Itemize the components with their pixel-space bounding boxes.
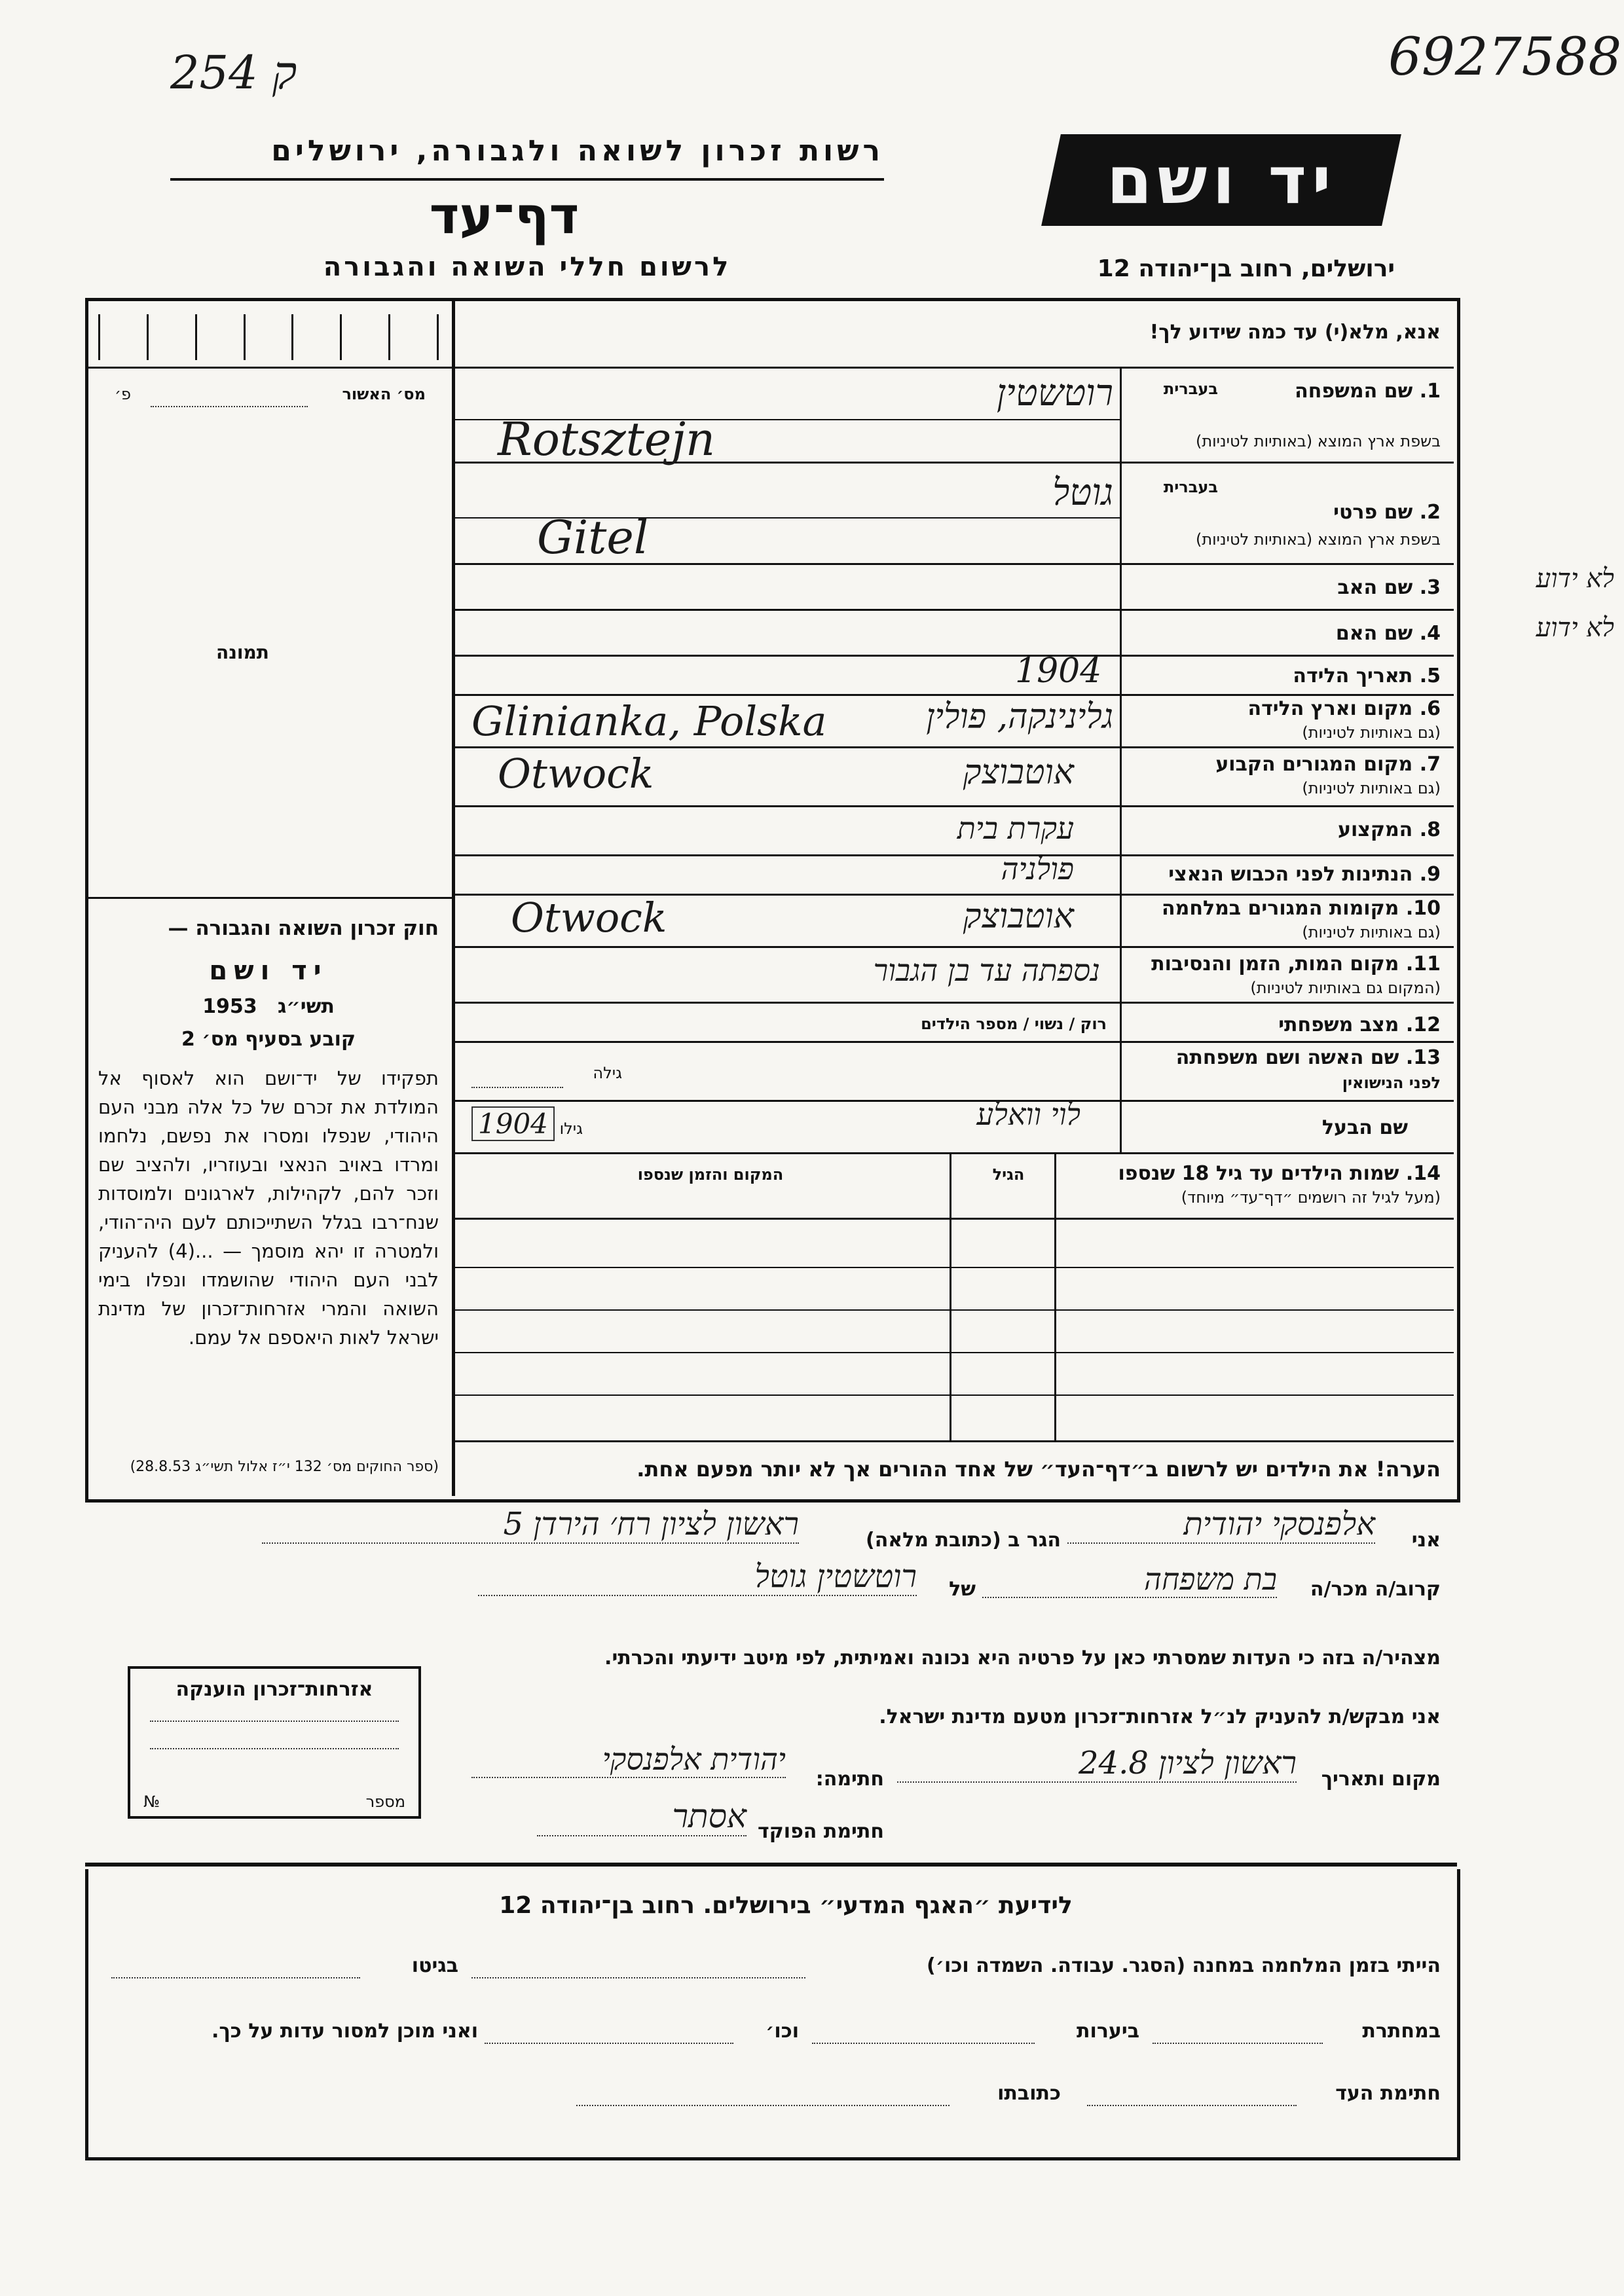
field-5-label: 5. תאריך הלידה (1293, 665, 1441, 687)
bottom-underground-field[interactable] (1153, 2043, 1323, 2044)
address: ירושלים, רחוב בן־יהודה 12 (1097, 255, 1395, 282)
field-2-lang: בעברית (1163, 478, 1218, 496)
citizenship-line[interactable] (150, 1748, 399, 1749)
children-row-rule (455, 1394, 1454, 1396)
field-13-age-label: גילה (593, 1064, 622, 1082)
field-6-sub: (גם באותיות לטיניות) (1302, 723, 1441, 742)
children-col-rule (1054, 1152, 1056, 1440)
bottom-ghetto: בגיטו (411, 1954, 458, 1977)
decl-relative: קרוב/ה מכר/ה (1310, 1578, 1441, 1601)
field-11-label: 11. מקום המות, הזמן והנסיבות (1151, 953, 1441, 975)
decl-of: של (949, 1578, 976, 1601)
field-1-label: 1. שם המשפחה (1295, 380, 1441, 403)
field-2-sub: בשפת ארץ המוצא (באותיות לטיניות) (1196, 530, 1441, 549)
bottom-witness-sig: חתימת העד (1335, 2082, 1441, 2105)
children-bottom-rule (455, 1440, 1454, 1442)
field-6-value-he[interactable]: גלינינקה, פולין (926, 697, 1113, 737)
instruction-rule (455, 367, 1454, 369)
decl-name-value[interactable]: אלפנסקי יהודית (1067, 1506, 1375, 1544)
field-2-label: 2. שם פרטי (1333, 501, 1441, 524)
decl-place-date-label: מקום ותאריך (1321, 1768, 1441, 1791)
field-2-value-he[interactable]: גוטל (1052, 471, 1113, 514)
row-rule (455, 805, 1454, 807)
field-10-label: 10. מקומות המגורים במלחמה (1162, 897, 1441, 920)
decl-statement: מצהיר/ה בזה כי העדות שמסרתי כאן על פרטיה היא נכונה ואמיתית, לפי מיטב ידיעתי והכרתי. (604, 1647, 1441, 1669)
field-12-label: 12. מצב משפחתי (1278, 1013, 1441, 1036)
decl-signature-value[interactable]: יהודית אלפנסקי (471, 1741, 786, 1778)
citizenship-box (128, 1666, 421, 1819)
handwritten-record-number: 6927588 (1388, 26, 1622, 87)
law-body: תפקידו של יד־ושם הוא לאסוף אל המולדת את זכרם של כל אלה מבני העם היהודי, שנפלו ומסרו את נפשם, נלחמו ומרדו באויב הנאצי ובעוזריו, ולהציב שם וזכר להם, לקהילות, לארגונים ולמוסדות שנח־רבו בגלל השתייכותם לעם היה־הודי, ולמטרה זו יהא מוסמך — ...(4) להעניק לבני העם היהודי שהושמדו ונפלו בימי השואה והמרי אזרחות־זכרון של מדינת ישראל לאות היאספם אל עמם. (98, 1067, 439, 1349)
bottom-etc: וכו׳ (766, 2020, 799, 2043)
bottom-section-rule (85, 1863, 1457, 1867)
field-8-value[interactable]: עקרת בית (957, 811, 1074, 846)
decl-resides: הגר ב (כתובת מלאה) (865, 1529, 1061, 1552)
field-1-lang: בעברית (1163, 380, 1218, 398)
header-rule (170, 178, 884, 181)
law-title: חוק זכרון השואה והגבורה — (168, 917, 439, 940)
decl-relation-value[interactable]: בת משפחה (982, 1561, 1277, 1598)
field-13-label: 13. שם האשה ושם משפחתה (1175, 1046, 1441, 1069)
citizenship-number-label: מספר (365, 1793, 405, 1811)
children-col-place: המקום והזמן שנספו (637, 1165, 784, 1184)
children-row-rule (455, 1267, 1454, 1268)
field-3-value[interactable]: לא ידוע (1536, 564, 1614, 594)
law-box-top-rule (88, 897, 452, 899)
row-rule (455, 694, 1454, 696)
field-5-value[interactable]: 1904 (1015, 651, 1102, 691)
children-row-rule (455, 1352, 1454, 1353)
children-row-rule (455, 1309, 1454, 1311)
decl-officer-label: חתימת הפוקד (758, 1820, 884, 1843)
approval-field[interactable] (151, 406, 308, 407)
field-3-label: 3. שם האב (1337, 576, 1441, 599)
decl-of-value[interactable]: רוטשטין גוטל (478, 1558, 917, 1596)
children-col-age: הגיל (992, 1165, 1025, 1184)
field-8-label: 8. המקצוע (1337, 818, 1441, 841)
left-column-divider (452, 298, 455, 1496)
yad-vashem-logo (1041, 134, 1401, 226)
form-title: דף־עד (429, 187, 580, 246)
field-6-label: 6. מקום וארץ הלידה (1247, 697, 1441, 720)
law-citation: (ספר החוקים מס׳ 132 י״ז אלול תשי״ג 28.8.53) (130, 1459, 439, 1475)
field-11-sub: (המקום גם באותיות לטיניות) (1250, 979, 1441, 997)
authority-name: רשות זכרון לשואה ולגבורה, ירושלים (271, 134, 884, 168)
field-9-label: 9. הנתינות לפני הכבוש הנאצי (1168, 863, 1441, 886)
children-col-rule (950, 1152, 951, 1440)
row-rule (455, 1041, 1454, 1043)
husband-value[interactable]: לוי וואלע (976, 1097, 1080, 1132)
field-7-value-he[interactable]: אוטבוצק (963, 753, 1074, 792)
field-11-value[interactable]: נספתה עד בן הגבור (873, 953, 1100, 988)
form-subtitle: לרשום חללי השואה והגבורה (323, 252, 731, 282)
decl-address-value[interactable]: ראשון לציון רח׳ הירדן 5 (262, 1506, 799, 1544)
husband-age-value[interactable]: 1904 (471, 1106, 555, 1141)
field-4-label: 4. שם האם (1335, 622, 1441, 645)
husband-label: שם הבעל (1321, 1116, 1408, 1139)
bottom-camp-field[interactable] (471, 1977, 805, 1978)
bottom-underground: במחתרת (1362, 2020, 1441, 2043)
bottom-ready: ואני מוכן למסור עדות על כך. (212, 2020, 478, 2043)
decl-ani: אני (1411, 1529, 1441, 1552)
row-rule (455, 609, 1454, 611)
field-13-age-field[interactable] (471, 1087, 563, 1088)
approval-boxes (98, 314, 439, 360)
children-note: הערה! את הילדים יש לרשום ב״דף־העד״ של אחד ההורים אך לא יותר מפעם אחת. (637, 1457, 1441, 1482)
field-1-sub: בשפת ארץ המוצא (באותיות לטיניות) (1196, 432, 1441, 450)
decl-place-date-value[interactable]: ראשון לציון 24.8 (897, 1745, 1297, 1783)
bottom-forests: ביערות (1077, 2020, 1139, 2043)
label-column-divider (1120, 367, 1122, 1152)
field-10-sub: (גם באותיות לטיניות) (1302, 923, 1441, 941)
row-rule (455, 655, 1454, 657)
field-7-value-latin[interactable]: Otwock (498, 750, 654, 797)
bottom-line1: הייתי בזמן המלחמה במחנה (הסגר. עבודה. השמדה וכו׳) (927, 1954, 1441, 1977)
decl-signature-label: חתימה: (815, 1768, 884, 1791)
bottom-forests-field[interactable] (812, 2043, 1035, 2044)
logo-text: יד ושם (1106, 141, 1337, 219)
law-year: 1953 תשי״ג (202, 995, 335, 1018)
bottom-address-field[interactable] (576, 2105, 950, 2106)
field-1-value-latin[interactable]: Rotsztejn (498, 412, 716, 466)
field-12-options[interactable]: רוק / נשוי / מספר הילדים (921, 1015, 1107, 1033)
approval-label: מס׳ האשור (342, 385, 426, 403)
field-1-value-he[interactable]: רוטשטין (996, 372, 1113, 414)
field-10-value-latin[interactable]: Otwock (511, 894, 667, 941)
approval-row-rule (88, 367, 452, 369)
field-9-value[interactable]: פולניה (1001, 851, 1074, 886)
field-4-value[interactable]: לא ידוע (1536, 613, 1614, 643)
husband-age-label: גילו (559, 1120, 583, 1138)
row-rule (455, 746, 1454, 748)
handwritten-page-ref: ק 254 (170, 46, 297, 100)
row-rule (455, 1152, 1454, 1154)
bottom-ghetto-field[interactable] (111, 1977, 360, 1978)
bottom-address: כתובתו (997, 2082, 1061, 2105)
citizenship-no-symbol: № (143, 1793, 160, 1811)
field-2-value-latin[interactable]: Gitel (537, 511, 649, 564)
children-header-rule (455, 1218, 1454, 1220)
field-10-value-he[interactable]: אוטבוצק (963, 897, 1074, 936)
approval-prefix: פ׳ (115, 385, 131, 403)
field-6-value-latin[interactable]: Glinianka, Polska (471, 697, 827, 745)
children-label: 14. שמות הילדים עד גיל 18 שנספו (1118, 1162, 1441, 1185)
row-rule (455, 946, 1454, 948)
field-7-sub: (גם באותיות לטיניות) (1302, 779, 1441, 797)
field-7-label: 7. מקום המגורים הקבוע (1215, 753, 1441, 776)
citizenship-title: אזרחות־זכרון הוענקה (175, 1678, 373, 1701)
bottom-etc-field[interactable] (485, 2043, 733, 2044)
law-clause: קובע בסעיף מס׳ 2 (181, 1028, 356, 1051)
field-13-sub: לפני הנישואין (1342, 1074, 1441, 1092)
citizenship-line[interactable] (150, 1721, 399, 1722)
photo-label: תמונה (216, 642, 269, 663)
children-sub: (מעל לגיל זה רושמים ״דף־עד״ מיוחד) (1181, 1188, 1441, 1207)
bottom-witness-sig-field[interactable] (1087, 2105, 1297, 2106)
law-name: יד ושם (209, 956, 328, 986)
instruction: אנא, מלא(י) עד כמה שידוע לך! (1149, 321, 1441, 344)
decl-request: אני מבקש/ת להעניק לנ״ל אזרחות־זכרון מטעם מדינת ישראל. (879, 1705, 1441, 1728)
bottom-heading: לידיעת ״האגף המדעי״ בירושלים. רחוב בן־יהודה 12 (499, 1892, 1073, 1919)
decl-officer-value[interactable]: אסתר (537, 1797, 747, 1836)
row-rule (455, 1002, 1454, 1004)
